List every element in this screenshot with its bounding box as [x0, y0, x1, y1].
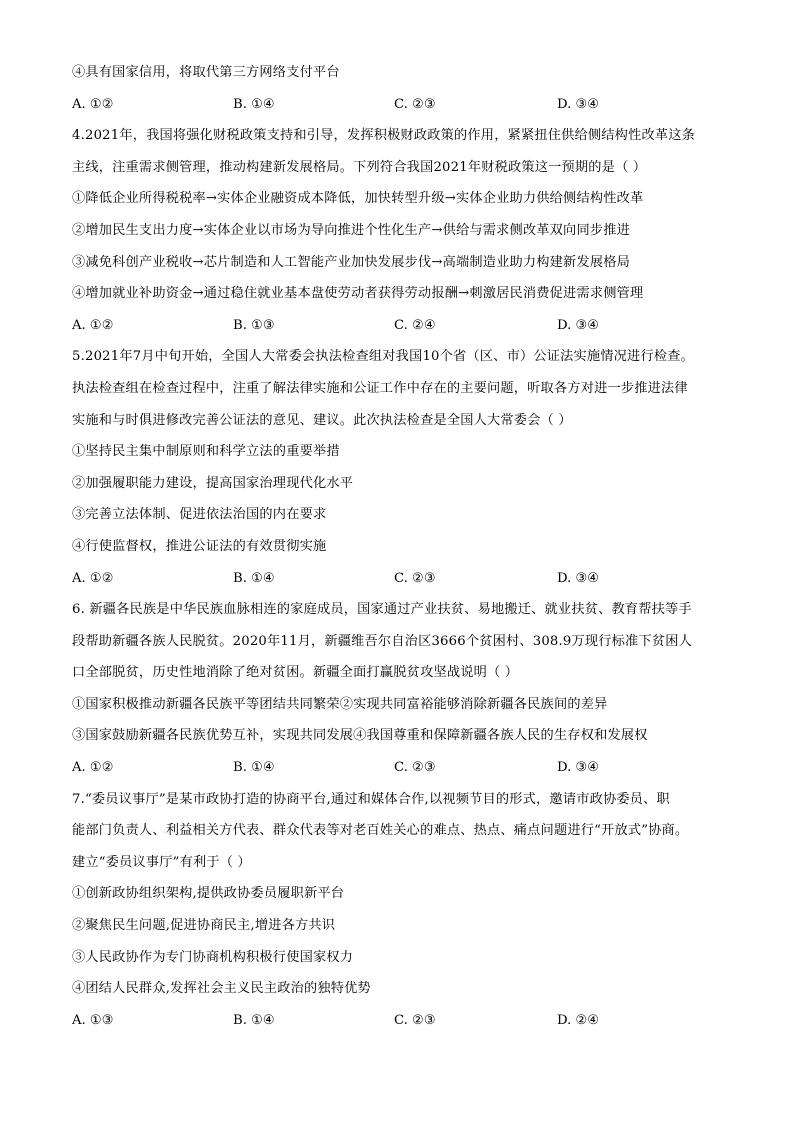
text-line: 口全部脱贫，历史性地消除了绝对贫困。新疆全面打赢脱贫攻坚战说明（ ） — [72, 665, 519, 681]
text-line: ③人民政协作为专门协商机构积极行使国家权力 — [72, 949, 354, 965]
option-d: D. ③④ — [557, 570, 600, 586]
option-b: B. ①④ — [233, 570, 275, 586]
text-line: 段帮助新疆各族人民脱贫。2020年11月，新疆维吾尔自治区3666个贫困村、308.9万现行标准下贫困人 — [72, 633, 692, 649]
text-line: 能部门负责人、利益相关方代表、群众代表等对老百姓关心的难点、热点、痛点问题进行“开放式”协商。 — [72, 823, 689, 839]
text-line: ③减免科创产业税收→芯片制造和人工智能产业加快发展步伐→高端制造业助力构建新发展格局 — [72, 254, 630, 270]
answer-options-row — [72, 1010, 732, 1031]
answer-options-row — [72, 757, 732, 778]
exam-page — [72, 62, 732, 1041]
option-a: A. ①② — [72, 570, 114, 586]
option-b: B. ①④ — [233, 760, 275, 776]
option-c: C. ②④ — [394, 317, 436, 333]
text-line: 5.2021年7月中旬开始，全国人大常委会执法检查组对我国10个省（区、市）公证法实施情况进行检查。 — [72, 349, 694, 365]
option-a: A. ①③ — [72, 1012, 114, 1028]
option-a: A. ①② — [72, 760, 114, 776]
text-line: ④增加就业补助资金→通过稳住就业基本盘使劳动者获得劳动报酬→刺激居民消费促进需求侧管理 — [72, 286, 644, 302]
option-b: B. ①④ — [233, 96, 275, 112]
option-a: A. ①② — [72, 96, 114, 112]
text-line: 主线，注重需求侧管理，推动构建新发展格局。下列符合我国2021年财税政策这一预期的是（ ） — [72, 159, 647, 175]
text-line: ③完善立法体制、促进依法治国的内在要求 — [72, 507, 327, 523]
option-d: D. ③④ — [557, 760, 600, 776]
text-line: ①坚持民主集中制原则和科学立法的重要举措 — [72, 444, 340, 460]
text-line: 实施和与时俱进修改完善公证法的意见、建议。此次执法检查是全国人大常委会（ ） — [72, 412, 572, 428]
text-line: ④具有国家信用，将取代第三方网络支付平台 — [72, 65, 340, 80]
text-line: 执法检查组在检查过程中，注重了解法律实施和公证工作中存在的主要问题，听取各方对进一步推进法律 — [72, 380, 688, 396]
option-c: C. ②③ — [394, 760, 436, 776]
option-c: C. ②③ — [394, 1012, 436, 1028]
text-line: ①国家积极推动新疆各民族平等团结共同繁荣②实现共同富裕能够消除新疆各民族间的差异 — [72, 696, 608, 712]
text-line: 4.2021年，我国将强化财税政策支持和引导，发挥积极财政政策的作用，紧紧扭住供给侧结构性改革这条 — [72, 128, 696, 144]
option-b: B. ①③ — [233, 317, 275, 333]
option-c: C. ②③ — [394, 570, 436, 586]
option-d: D. ②④ — [557, 1012, 600, 1028]
text-line: 7.“委员议事厅”是某市政协打造的协商平台,通过和媒体合作,以视频节目的形式，邀请市政协委员、职 — [72, 791, 670, 807]
option-d: D. ③④ — [557, 317, 600, 333]
option-c: C. ②③ — [394, 96, 436, 112]
text-line: ②加强履职能力建设，提高国家治理现代化水平 — [72, 475, 354, 491]
answer-options-row — [72, 315, 732, 336]
option-b: B. ①④ — [233, 1012, 275, 1028]
text-line: ①降低企业所得税税率→实体企业融资成本降低，加快转型升级→实体企业助力供给侧结构性改革 — [72, 191, 644, 207]
text-line: ③国家鼓励新疆各民族优势互补，实现共同发展④我国尊重和保障新疆各族人民的生存权和发展权 — [72, 728, 648, 744]
text-line: 建立“委员议事厅”有利于（ ） — [72, 854, 251, 870]
answer-options-row — [72, 568, 732, 589]
text-line: ④团结人民群众,发挥社会主义民主政治的独特优势 — [72, 981, 371, 997]
text-line: 6. 新疆各民族是中华民族血脉相连的家庭成员，国家通过产业扶贫、易地搬迁、就业扶贫、教育帮扶等手 — [72, 602, 692, 618]
option-d: D. ③④ — [557, 96, 600, 112]
text-line: ④行使监督权，推进公证法的有效贯彻实施 — [72, 538, 327, 554]
answer-options-row — [72, 94, 732, 115]
option-a: A. ①② — [72, 317, 114, 333]
text-line: ②聚焦民生问题,促进协商民主,增进各方共识 — [72, 918, 336, 934]
text-line: ②增加民生支出力度→实体企业以市场为导向推进个性化生产→供给与需求侧改革双向同步推进 — [72, 222, 630, 238]
text-line: ①创新政协组织架构,提供政协委员履职新平台 — [72, 886, 345, 902]
